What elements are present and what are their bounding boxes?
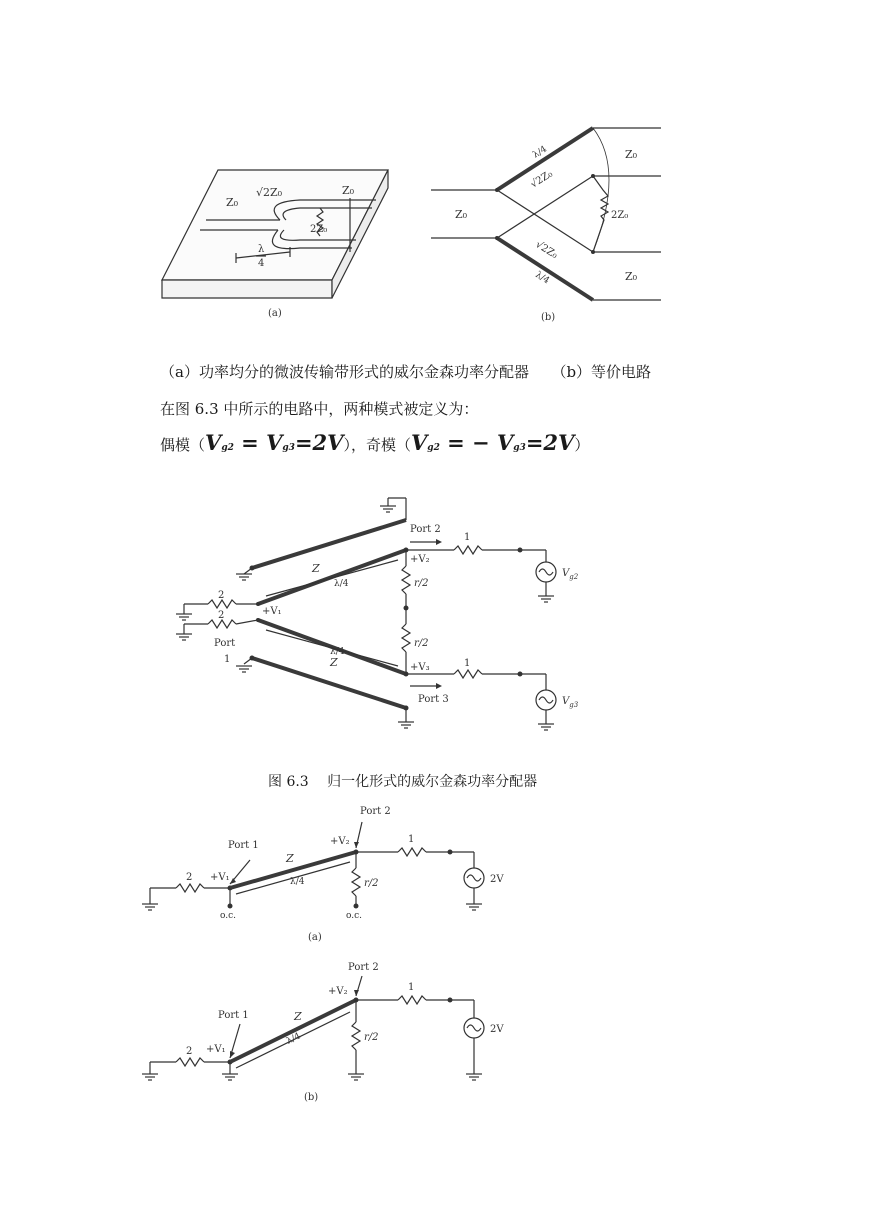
r2-bot: r/2 bbox=[414, 638, 429, 649]
v3-label: +V₃ bbox=[410, 662, 430, 673]
even-lambda4: λ/4 bbox=[290, 877, 305, 887]
even-port2: Port 2 bbox=[360, 806, 391, 817]
odd-z: Z bbox=[294, 1010, 302, 1023]
z-top: Z bbox=[312, 562, 320, 575]
odd-lambda4: λ/4 bbox=[284, 1031, 303, 1047]
caption-ab: （a）功率均分的微波传输带形式的威尔金森功率分配器 （b）等价电路 bbox=[160, 363, 652, 381]
z0-label-right: Z₀ bbox=[342, 184, 355, 197]
r-out-bot: 1 bbox=[464, 658, 471, 669]
odd-r2: r/2 bbox=[364, 1032, 379, 1043]
odd-figure-label: (b) bbox=[304, 1092, 319, 1103]
odd-r-out: 1 bbox=[408, 982, 415, 993]
lambda-label: λ bbox=[258, 244, 265, 255]
odd-eq: = − bbox=[439, 430, 497, 455]
v1-label: +V₁ bbox=[262, 606, 282, 617]
lambda4-top-label: λ/4 bbox=[531, 144, 549, 161]
mid-text: ），奇模（ bbox=[343, 436, 411, 454]
z0-in-label: Z₀ bbox=[455, 208, 468, 221]
r2z0-label: 2Z₀ bbox=[310, 224, 328, 235]
r-out-top: 1 bbox=[464, 532, 471, 543]
even-v1: V bbox=[205, 430, 222, 455]
even-v2-sub: g3 bbox=[282, 443, 295, 453]
z0-label-left: Z₀ bbox=[226, 196, 239, 209]
odd-port2: Port 2 bbox=[348, 962, 379, 973]
figure-odd-mode bbox=[136, 958, 536, 1103]
odd-v2-sub: g3 bbox=[513, 443, 526, 453]
figure-label-a: (a) bbox=[268, 308, 282, 319]
port2-label: Port 2 bbox=[410, 524, 441, 535]
even-v2: V bbox=[266, 430, 283, 455]
port3-label: Port 3 bbox=[418, 694, 449, 705]
figure-microstrip-divider bbox=[150, 140, 390, 325]
figure-even-mode bbox=[136, 800, 536, 945]
lambda4-bot: λ/4 bbox=[330, 647, 345, 657]
r2-top: r/2 bbox=[414, 578, 429, 589]
sqrt2z0-label: √2Z₀ bbox=[256, 186, 283, 199]
eq1: = bbox=[233, 430, 267, 455]
figure-6-3-normalized-divider bbox=[170, 490, 590, 740]
odd-port1: Port 1 bbox=[218, 1010, 249, 1021]
sqrt2z0-top-label: √2Z₀ bbox=[528, 168, 555, 191]
even-r2: r/2 bbox=[364, 878, 379, 889]
even-r-out: 1 bbox=[408, 834, 415, 845]
odd-r-src: 2 bbox=[186, 1046, 193, 1057]
figure-equivalent-circuit bbox=[425, 120, 665, 325]
even-r-src: 2 bbox=[186, 872, 193, 883]
even-rhs: =2V bbox=[294, 430, 344, 455]
even-v1-sub: g2 bbox=[221, 443, 234, 453]
vg2-label: $V_{g2}$ bbox=[562, 568, 579, 581]
even-figure-label: (a) bbox=[308, 932, 322, 943]
suffix-text: ） bbox=[574, 436, 590, 454]
even-oc2: o.c. bbox=[346, 911, 363, 921]
substrate-front bbox=[162, 280, 332, 298]
even-src: 2V bbox=[490, 874, 504, 885]
even-oc1: o.c. bbox=[220, 911, 237, 921]
lambda4-bottom-label: λ/4 bbox=[533, 270, 551, 287]
r-src-bot: 2 bbox=[218, 610, 225, 621]
z0-out-bottom-label: Z₀ bbox=[625, 270, 638, 283]
lambda4-top: λ/4 bbox=[334, 579, 349, 589]
odd-v2: V bbox=[496, 430, 514, 455]
caption-fig-6-3: 图 6.3 归一化形式的威尔金森功率分配器 bbox=[268, 774, 538, 790]
r2z0-label-b: 2Z₀ bbox=[611, 210, 629, 221]
odd-v1-sub: g2 bbox=[427, 443, 440, 453]
four-label: 4 bbox=[258, 258, 265, 269]
odd-src: 2V bbox=[490, 1024, 504, 1035]
z0-out-top-label: Z₀ bbox=[625, 148, 638, 161]
even-prefix: 偶模（ bbox=[160, 436, 206, 454]
port1-label: Port bbox=[214, 638, 236, 649]
odd-v1: V bbox=[410, 430, 428, 455]
paragraph-mode-definitions bbox=[160, 430, 589, 455]
port1-num: 1 bbox=[224, 654, 231, 665]
r-src-top: 2 bbox=[218, 590, 225, 601]
figure-label-b: (b) bbox=[541, 312, 556, 323]
odd-v1: +V₁ bbox=[206, 1044, 226, 1055]
odd-rhs: =2V bbox=[525, 430, 575, 455]
paragraph-modes-intro: 在图 6.3 中所示的电路中，两种模式被定义为： bbox=[160, 400, 479, 418]
odd-v2: +V₂ bbox=[328, 986, 348, 997]
v2-label: +V₂ bbox=[410, 554, 430, 565]
even-port1: Port 1 bbox=[228, 840, 259, 851]
even-v1: +V₁ bbox=[210, 872, 230, 883]
vg3-label: $V_{g3}$ bbox=[562, 696, 579, 709]
even-z: Z bbox=[286, 852, 294, 865]
even-v2: +V₂ bbox=[330, 836, 350, 847]
z-bot: Z bbox=[330, 656, 338, 669]
sqrt2z0-bottom-label: √2Z₀ bbox=[533, 239, 560, 262]
